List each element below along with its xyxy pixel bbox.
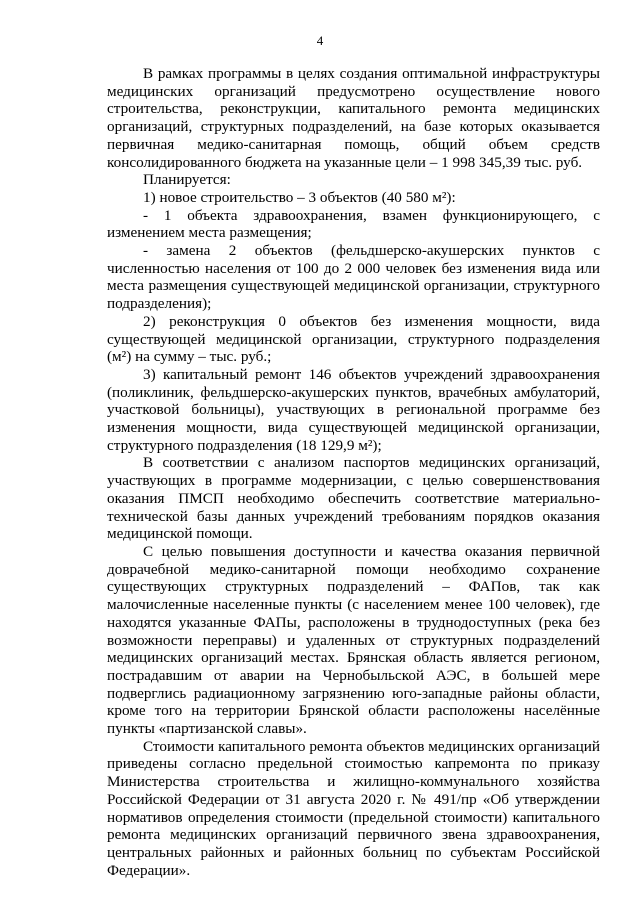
page-number: 4 bbox=[316, 33, 324, 48]
paragraph-item-fap-replacement: - замена 2 объектов (фельдшерско-акушерских пунктов с численностью населения от 100 до 2 000 человек без изменения вида или места размещения существующей медицинской организации, структурного подразделения); bbox=[107, 242, 600, 313]
paragraph-reconstruction: 2) реконструкция 0 объектов без изменения мощности, вида существующей медицинской организации, структурного подразделения (м²) на сумму – тыс. руб.; bbox=[107, 312, 600, 366]
paragraph-planned: Планируется: bbox=[143, 171, 231, 189]
paragraph-repair-cost: Стоимости капитального ремонта объектов медицинских организаций приведены согласно предельной стоимостью капремонта по приказу Министерства строительства и жилищно-коммунального хозяйства Российской Федерации от 31 августа 2020 г. № 491/пр «Об утверждении нормативов определения стоимости (предельной стоимости) капитального ремонта медицинских организаций первичного звена здравоохранения, центральных районных и районных больниц по субъектам Российской Федерации». bbox=[107, 737, 600, 879]
paragraph-capital-repair: 3) капитальный ремонт 146 объектов учреждений здравоохранения (поликлиник, фельдшерско-акушерских пунктов, врачебных амбулаторий, участковой больницы), участвующих в региональной программе без изменения мощности, вида существующей медицинской организации, структурного подразделения (18 129,9 м²); bbox=[107, 365, 600, 454]
paragraph-fap-preservation: С целью повышения доступности и качества оказания первичной доврачебной медико-санитарной помощи необходимо сохранение существующих структурных подразделений – ФАПов, так как малочисленные населенные пункты (с населением менее 100 человек), где находятся указанные ФАПы, расположены в труднодоступных (река без возможности переправы) и удаленных от структурных подразделений медицинских организаций местах. Брянская область является регионом, пострадавшим от аварии на Чернобыльской АЭС, в большей мере подверглись радиационному загрязнению юго-западные районы области, кроме того на территории Брянской области расположены населённые пункты «партизанской славы». bbox=[107, 542, 600, 738]
paragraph-infrastructure: В рамках программы в целях создания оптимальной инфраструктуры медицинских организаций предусмотрено осуществление нового строительства, реконструкции, капитального ремонта медицинских организаций, структурных подразделений, на базе которых оказывается первичная медико-санитарная помощь, общий объем средств консолидированного бюджета на указанные цели – 1 998 345,39 тыс. руб. bbox=[107, 65, 600, 171]
document-body bbox=[107, 65, 600, 879]
paragraph-passport-analysis: В соответствии с анализом паспортов медицинских организаций, участвующих в программе модернизации, с целью совершенствования оказания ПМСП необходимо обеспечить соответствие материально-технической базы данных учреждений требованиям порядков оказания медицинской помощи. bbox=[107, 454, 600, 543]
paragraph-item-replacement-object: - 1 объекта здравоохранения, взамен функционирующего, с изменением места размещения; bbox=[107, 206, 600, 242]
paragraph-new-construction: 1) новое строительство – 3 объектов (40 580 м²): bbox=[143, 188, 456, 206]
